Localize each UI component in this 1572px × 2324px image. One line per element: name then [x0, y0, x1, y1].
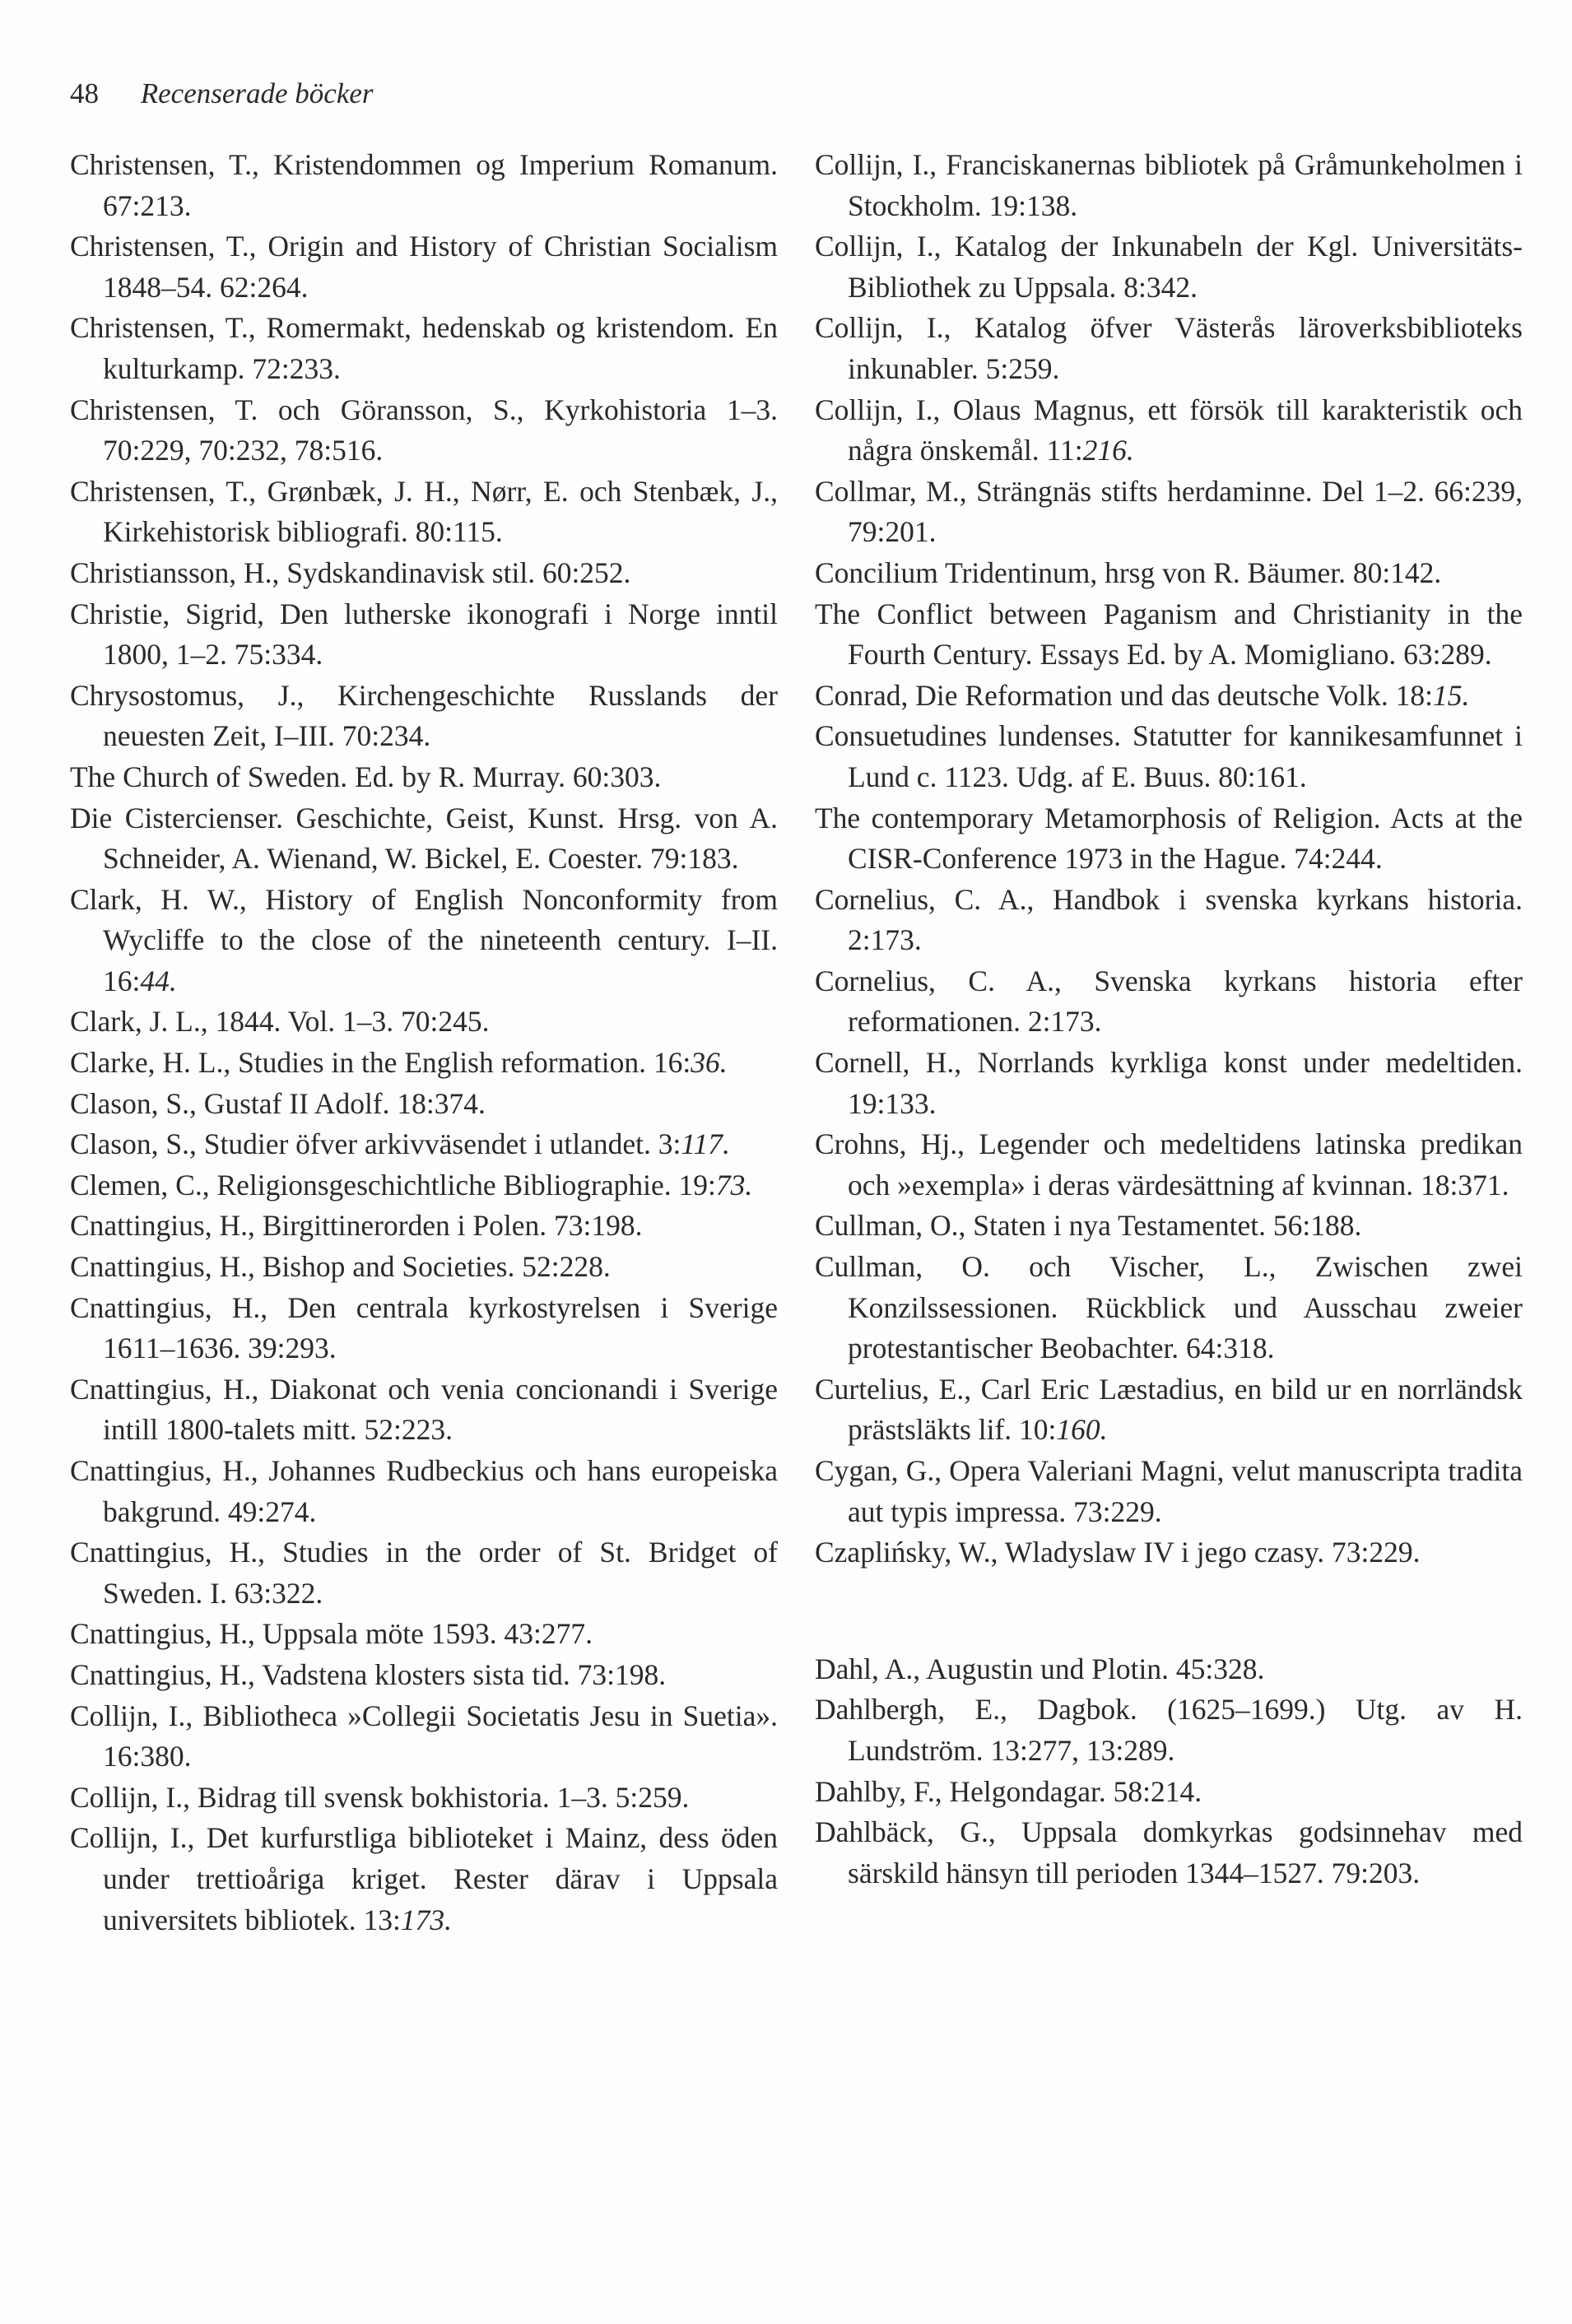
entry-text: Cnattingius, H., Bishop and Societies. 52:228. — [70, 1250, 611, 1284]
entry-text: Cullman, O. och Vischer, L., Zwischen zwei Konzilssessionen. Rückblick und Ausschau zweier protestantischer Beobachter. 64:318. — [815, 1250, 1523, 1365]
entry-text: Clark, H. W., History of English Nonconformity from Wycliffe to the close of the nineteenth century. I–II. 16: — [70, 882, 778, 997]
index-entry — [70, 1655, 778, 1696]
index-entry — [815, 961, 1523, 1043]
index-entry — [70, 1451, 778, 1532]
index-entry — [70, 1369, 778, 1451]
right-column — [815, 145, 1523, 1894]
index-entry — [70, 390, 778, 472]
entry-text: Cnattingius, H., Diakonat och venia concionandi i Sverige intill 1800-talets mitt. 52:223. — [70, 1372, 778, 1447]
entry-text: Cnattingius, H., Den centrala kyrkostyrelsen i Sverige 1611–1636. 39:293. — [70, 1290, 778, 1365]
index-entry — [70, 676, 778, 757]
entry-text: Crohns, Hj., Legender och medeltidens latinska predikan och »exempla» i deras värdesättning af kvinnan. 18:371. — [815, 1127, 1523, 1202]
entry-text: Cnattingius, H., Johannes Rudbeckius och hans europeiska bakgrund. 49:274. — [70, 1454, 778, 1528]
index-entry — [815, 1649, 1523, 1690]
entry-text: Die Cistercienser. Geschichte, Geist, Kunst. Hrsg. von A. Schneider, A. Wienand, W. Bickel, E. Coester. 79:183. — [70, 801, 778, 876]
index-entry — [815, 226, 1523, 308]
entry-text: Christensen, T., Romermakt, hedenskab og kristendom. En kulturkamp. 72:233. — [70, 311, 778, 385]
index-entry — [70, 1165, 778, 1206]
index-entry — [70, 798, 778, 880]
entry-text: Collijn, I., Bibliotheca »Collegii Societatis Jesu in Suetia». 16:380. — [70, 1699, 778, 1773]
page-header — [70, 72, 374, 115]
entry-text: Collijn, I., Franciskanernas bibliotek på Gråmunkeholmen i Stockholm. 19:138. — [815, 148, 1523, 222]
entry-text: Chrysostomus, J., Kirchengeschichte Russlands der neuesten Zeit, I–III. 70:234. — [70, 678, 778, 753]
entry-italic-reference: 117. — [681, 1127, 730, 1161]
index-entry — [70, 1614, 778, 1655]
entry-text: Conrad, Die Reformation und das deutsche Volk. 18: — [815, 678, 1433, 712]
entry-text: Clarke, H. L., Studies in the English reformation. 16: — [70, 1046, 691, 1080]
index-entry — [815, 676, 1523, 717]
index-entry — [70, 1084, 778, 1125]
entry-italic-reference: 73. — [715, 1168, 753, 1202]
index-entry — [815, 1369, 1523, 1451]
index-entry — [815, 308, 1523, 389]
running-title: Recenserade böcker — [140, 77, 374, 109]
index-entry — [815, 1451, 1523, 1532]
index-entry — [70, 226, 778, 308]
entry-italic-reference: 15. — [1432, 678, 1470, 712]
entry-italic-reference: 44. — [140, 964, 177, 997]
index-entry — [70, 1696, 778, 1778]
page-number: 48 — [70, 77, 99, 109]
entry-text: Czaplińsky, W., Wladyslaw IV i jego czasy. 73:229. — [815, 1536, 1421, 1569]
entry-text: Collmar, M., Strängnäs stifts herdaminne. Del 1–2. 66:239, 79:201. — [815, 474, 1523, 549]
index-entry — [815, 798, 1523, 880]
entry-text: The Conflict between Paganism and Christianity in the Fourth Century. Essays Ed. by A. Momigliano. 63:289. — [815, 597, 1523, 672]
index-entry — [70, 1818, 778, 1941]
entry-text: Collijn, I., Katalog der Inkunabeln der Kgl. Universitäts-Bibliothek zu Uppsala. 8:342. — [815, 230, 1523, 304]
index-entry — [815, 1690, 1523, 1771]
entry-text: The contemporary Metamorphosis of Religion. Acts at the CISR-Conference 1973 in the Hague. 74:244. — [815, 801, 1523, 876]
entry-text: Collijn, I., Olaus Magnus, ett försök till karakteristik och några önskemål. 11: — [815, 393, 1523, 467]
index-entry — [70, 1288, 778, 1369]
entry-text: Christensen, T., Origin and History of Christian Socialism 1848–54. 62:264. — [70, 230, 778, 304]
index-entry — [70, 472, 778, 553]
entry-text: Clason, S., Gustaf II Adolf. 18:374. — [70, 1086, 486, 1120]
entry-text: Christie, Sigrid, Den lutherske ikonografi i Norge inntil 1800, 1–2. 75:334. — [70, 597, 778, 672]
entry-text: Cullman, O., Staten i nya Testamentet. 56:188. — [815, 1209, 1362, 1243]
entry-text: Cnattingius, H., Uppsala möte 1593. 43:277. — [70, 1617, 593, 1651]
entry-italic-reference: 173. — [400, 1903, 452, 1936]
entry-text: Collijn, I., Det kurfurstliga biblioteket i Mainz, dess öden under trettioåriga kriget. Rester därav i Uppsala universitets bibliotek. 13: — [70, 1821, 778, 1936]
index-entry — [70, 1532, 778, 1614]
entry-text: Dahlbergh, E., Dagbok. (1625–1699.) Utg. av H. Lundström. 13:277, 13:289. — [815, 1693, 1523, 1767]
index-entry — [70, 757, 778, 798]
entry-text: Consuetudines lundenses. Statutter for kannikesamfunnet i Lund c. 1123. Udg. af E. Buus. 80:161. — [815, 719, 1523, 793]
index-entry — [70, 308, 778, 389]
entry-italic-reference: 216. — [1082, 434, 1134, 467]
index-entry — [815, 472, 1523, 553]
entry-text: Curtelius, E., Carl Eric Læstadius, en bild ur en norrländsk prästsläkts lif. 10: — [815, 1372, 1523, 1447]
entry-text: Cygan, G., Opera Valeriani Magni, velut manuscripta tradita aut typis impressa. 73:229. — [815, 1454, 1523, 1528]
left-column — [70, 145, 778, 1941]
entry-text: Cnattingius, H., Studies in the order of St. Bridget of Sweden. I. 63:322. — [70, 1536, 778, 1610]
index-entry — [815, 390, 1523, 472]
index-entry — [70, 1247, 778, 1288]
entry-text: Collijn, I., Bidrag till svensk bokhistoria. 1–3. 5:259. — [70, 1780, 690, 1814]
index-entry — [815, 1124, 1523, 1206]
entry-text: Cornell, H., Norrlands kyrkliga konst under medeltiden. 19:133. — [815, 1046, 1523, 1120]
index-entry — [70, 1206, 778, 1247]
entry-text: Cnattingius, H., Vadstena klosters sista tid. 73:198. — [70, 1657, 667, 1691]
entry-text: Cornelius, C. A., Svenska kyrkans historia efter reformationen. 2:173. — [815, 964, 1523, 1039]
index-entry — [70, 880, 778, 1002]
index-entry — [70, 1043, 778, 1084]
entry-text: The Church of Sweden. Ed. by R. Murray. 60:303. — [70, 760, 662, 793]
entry-text: Cornelius, C. A., Handbok i svenska kyrkans historia. 2:173. — [815, 882, 1523, 957]
entry-text: Christiansson, H., Sydskandinavisk stil. 60:252. — [70, 555, 631, 589]
index-entry — [815, 553, 1523, 594]
entry-text: Dahl, A., Augustin und Plotin. 45:328. — [815, 1652, 1265, 1685]
index-entry — [70, 1002, 778, 1043]
entry-italic-reference: 36. — [691, 1046, 728, 1080]
index-entry — [815, 1247, 1523, 1369]
index-entry — [70, 553, 778, 594]
entry-text: Dahlby, F., Helgondagar. 58:214. — [815, 1774, 1202, 1808]
index-entry — [815, 1812, 1523, 1894]
index-entry — [70, 1124, 778, 1165]
entry-text: Cnattingius, H., Birgittinerorden i Polen. 73:198. — [70, 1209, 643, 1243]
entry-text: Christensen, T., Kristendommen og Imperium Romanum. 67:213. — [70, 148, 778, 222]
index-entry — [815, 145, 1523, 226]
entry-text: Dahlbäck, G., Uppsala domkyrkas godsinnehav med särskild hänsyn till perioden 1344–1527. 79:203. — [815, 1815, 1523, 1889]
index-entry — [70, 1778, 778, 1819]
index-entry — [70, 145, 778, 226]
entry-text: Clemen, C., Religionsgeschichtliche Bibliographie. 19: — [70, 1168, 716, 1202]
entry-text: Christensen, T., Grønbæk, J. H., Nørr, E. och Stenbæk, J., Kirkehistorisk bibliografi. 80:115. — [70, 474, 778, 549]
entry-text: Clason, S., Studier öfver arkivväsendet i utlandet. 3: — [70, 1127, 681, 1161]
entry-text: Collijn, I., Katalog öfver Västerås läroverksbiblioteks inkunabler. 5:259. — [815, 311, 1523, 385]
index-entry — [815, 594, 1523, 676]
index-entry — [815, 1772, 1523, 1813]
index-entry — [815, 1532, 1523, 1573]
index-entry — [815, 880, 1523, 961]
index-entry — [70, 594, 778, 676]
index-entry — [815, 1043, 1523, 1124]
entry-text: Christensen, T. och Göransson, S., Kyrkohistoria 1–3. 70:229, 70:232, 78:516. — [70, 393, 778, 467]
entry-text: Concilium Tridentinum, hrsg von R. Bäumer. 80:142. — [815, 555, 1442, 589]
index-entry — [815, 716, 1523, 797]
index-entry — [815, 1206, 1523, 1247]
entry-text: Clark, J. L., 1844. Vol. 1–3. 70:245. — [70, 1005, 490, 1039]
entry-italic-reference: 160. — [1056, 1413, 1108, 1447]
